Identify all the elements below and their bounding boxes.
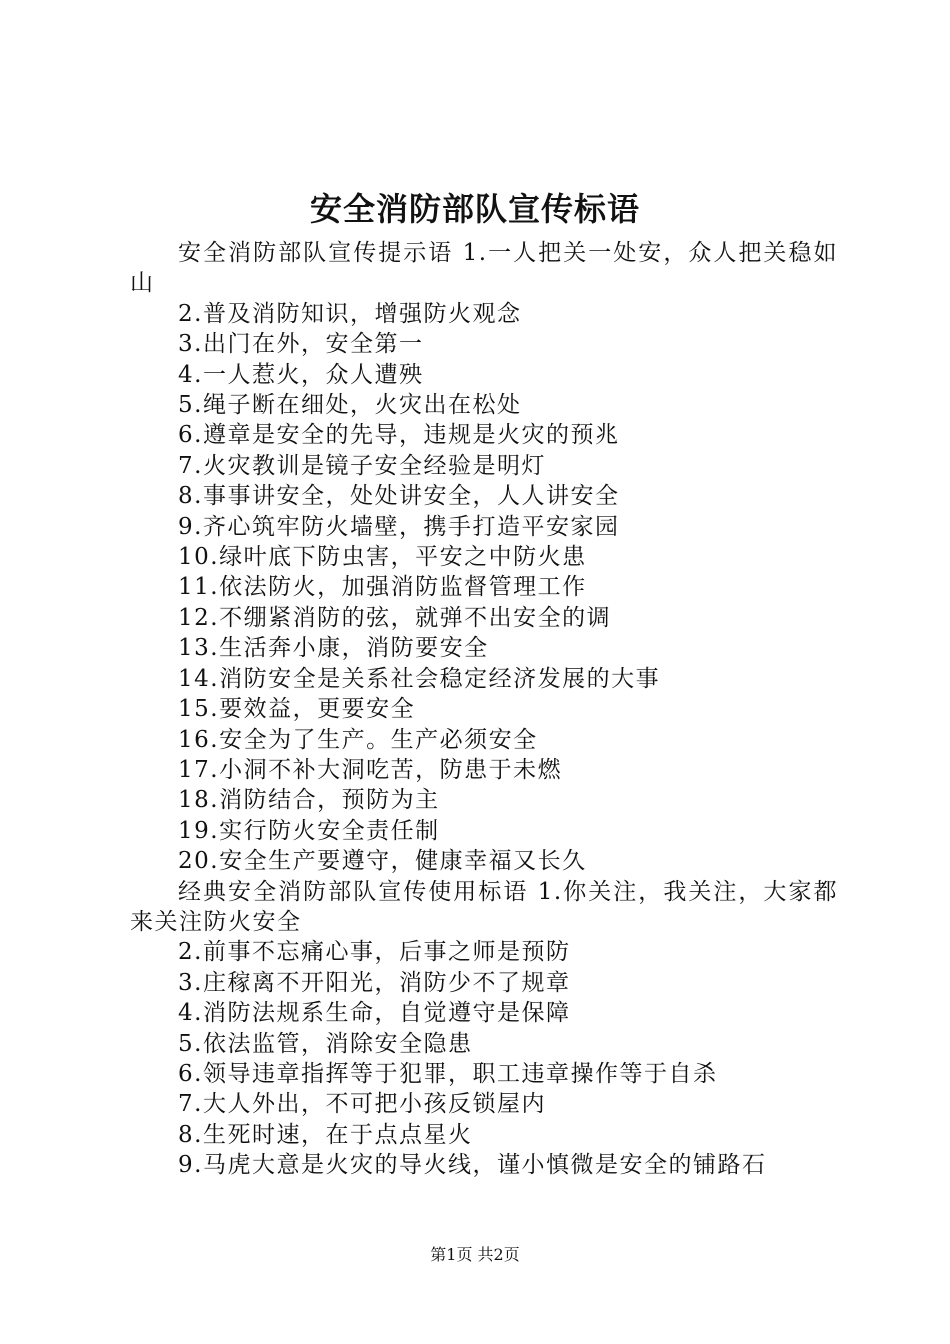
list-item: 20.安全生产要遵守，健康幸福又长久 (178, 848, 587, 875)
list-item: 6.遵章是安全的先导，违规是火灾的预兆 (178, 422, 620, 449)
list-item: 17.小洞不补大洞吃苦，防患于未燃 (178, 756, 563, 783)
list-item: 18.消防结合，预防为主 (178, 787, 440, 814)
list-item: 11.依法防火，加强消防监督管理工作 (178, 574, 587, 601)
list-item: 7.大人外出，不可把小孩反锁屋内 (178, 1091, 546, 1118)
document-body (130, 238, 838, 1181)
list-item: 7.火灾教训是镜子安全经验是明灯 (178, 452, 546, 479)
list-item: 19.实行防火安全责任制 (178, 817, 440, 844)
list-item: 14.消防安全是关系社会稳定经济发展的大事 (178, 665, 661, 692)
list-item: 3.庄稼离不开阳光，消防少不了规章 (178, 969, 571, 996)
list-item: 8.事事讲安全，处处讲安全，人人讲安全 (178, 483, 620, 510)
section1-intro: 安全消防部队宣传提示语 1.一人把关一处安，众人把关稳如山 (130, 240, 838, 297)
list-item: 5.绳子断在细处，火灾出在松处 (178, 392, 522, 419)
list-item: 2.普及消防知识，增强防火观念 (178, 300, 522, 327)
document-title: 安全消防部队宣传标语 (309, 190, 640, 228)
page-footer: 第1页 共2页 (430, 1245, 520, 1264)
list-item: 15.要效益，更要安全 (178, 696, 416, 723)
section2-intro: 经典安全消防部队宣传使用标语 1.你关注，我关注，大家都来关注防火安全 (130, 878, 838, 935)
list-item: 6.领导违章指挥等于犯罪，职工违章操作等于自杀 (178, 1060, 718, 1087)
list-item: 4.消防法规系生命，自觉遵守是保障 (178, 1000, 571, 1027)
list-item: 16.安全为了生产。生产必须安全 (178, 726, 538, 753)
list-item: 12.不绷紧消防的弦，就弹不出安全的调 (178, 604, 612, 631)
list-item: 3.出门在外，安全第一 (178, 331, 424, 358)
list-item: 9.马虎大意是火灾的导火线，谨小慎微是安全的铺路石 (178, 1152, 767, 1179)
list-item: 8.生死时速，在于点点星火 (178, 1121, 473, 1148)
list-item: 5.依法监管，消除安全隐患 (178, 1030, 473, 1057)
list-item: 13.生活奔小康，消防要安全 (178, 635, 489, 662)
list-item: 9.齐心筑牢防火墙壁，携手打造平安家园 (178, 513, 620, 540)
list-item: 2.前事不忘痛心事，后事之师是预防 (178, 939, 571, 966)
list-item: 10.绿叶底下防虫害，平安之中防火患 (178, 544, 587, 571)
list-item: 4.一人惹火，众人遭殃 (178, 361, 424, 388)
